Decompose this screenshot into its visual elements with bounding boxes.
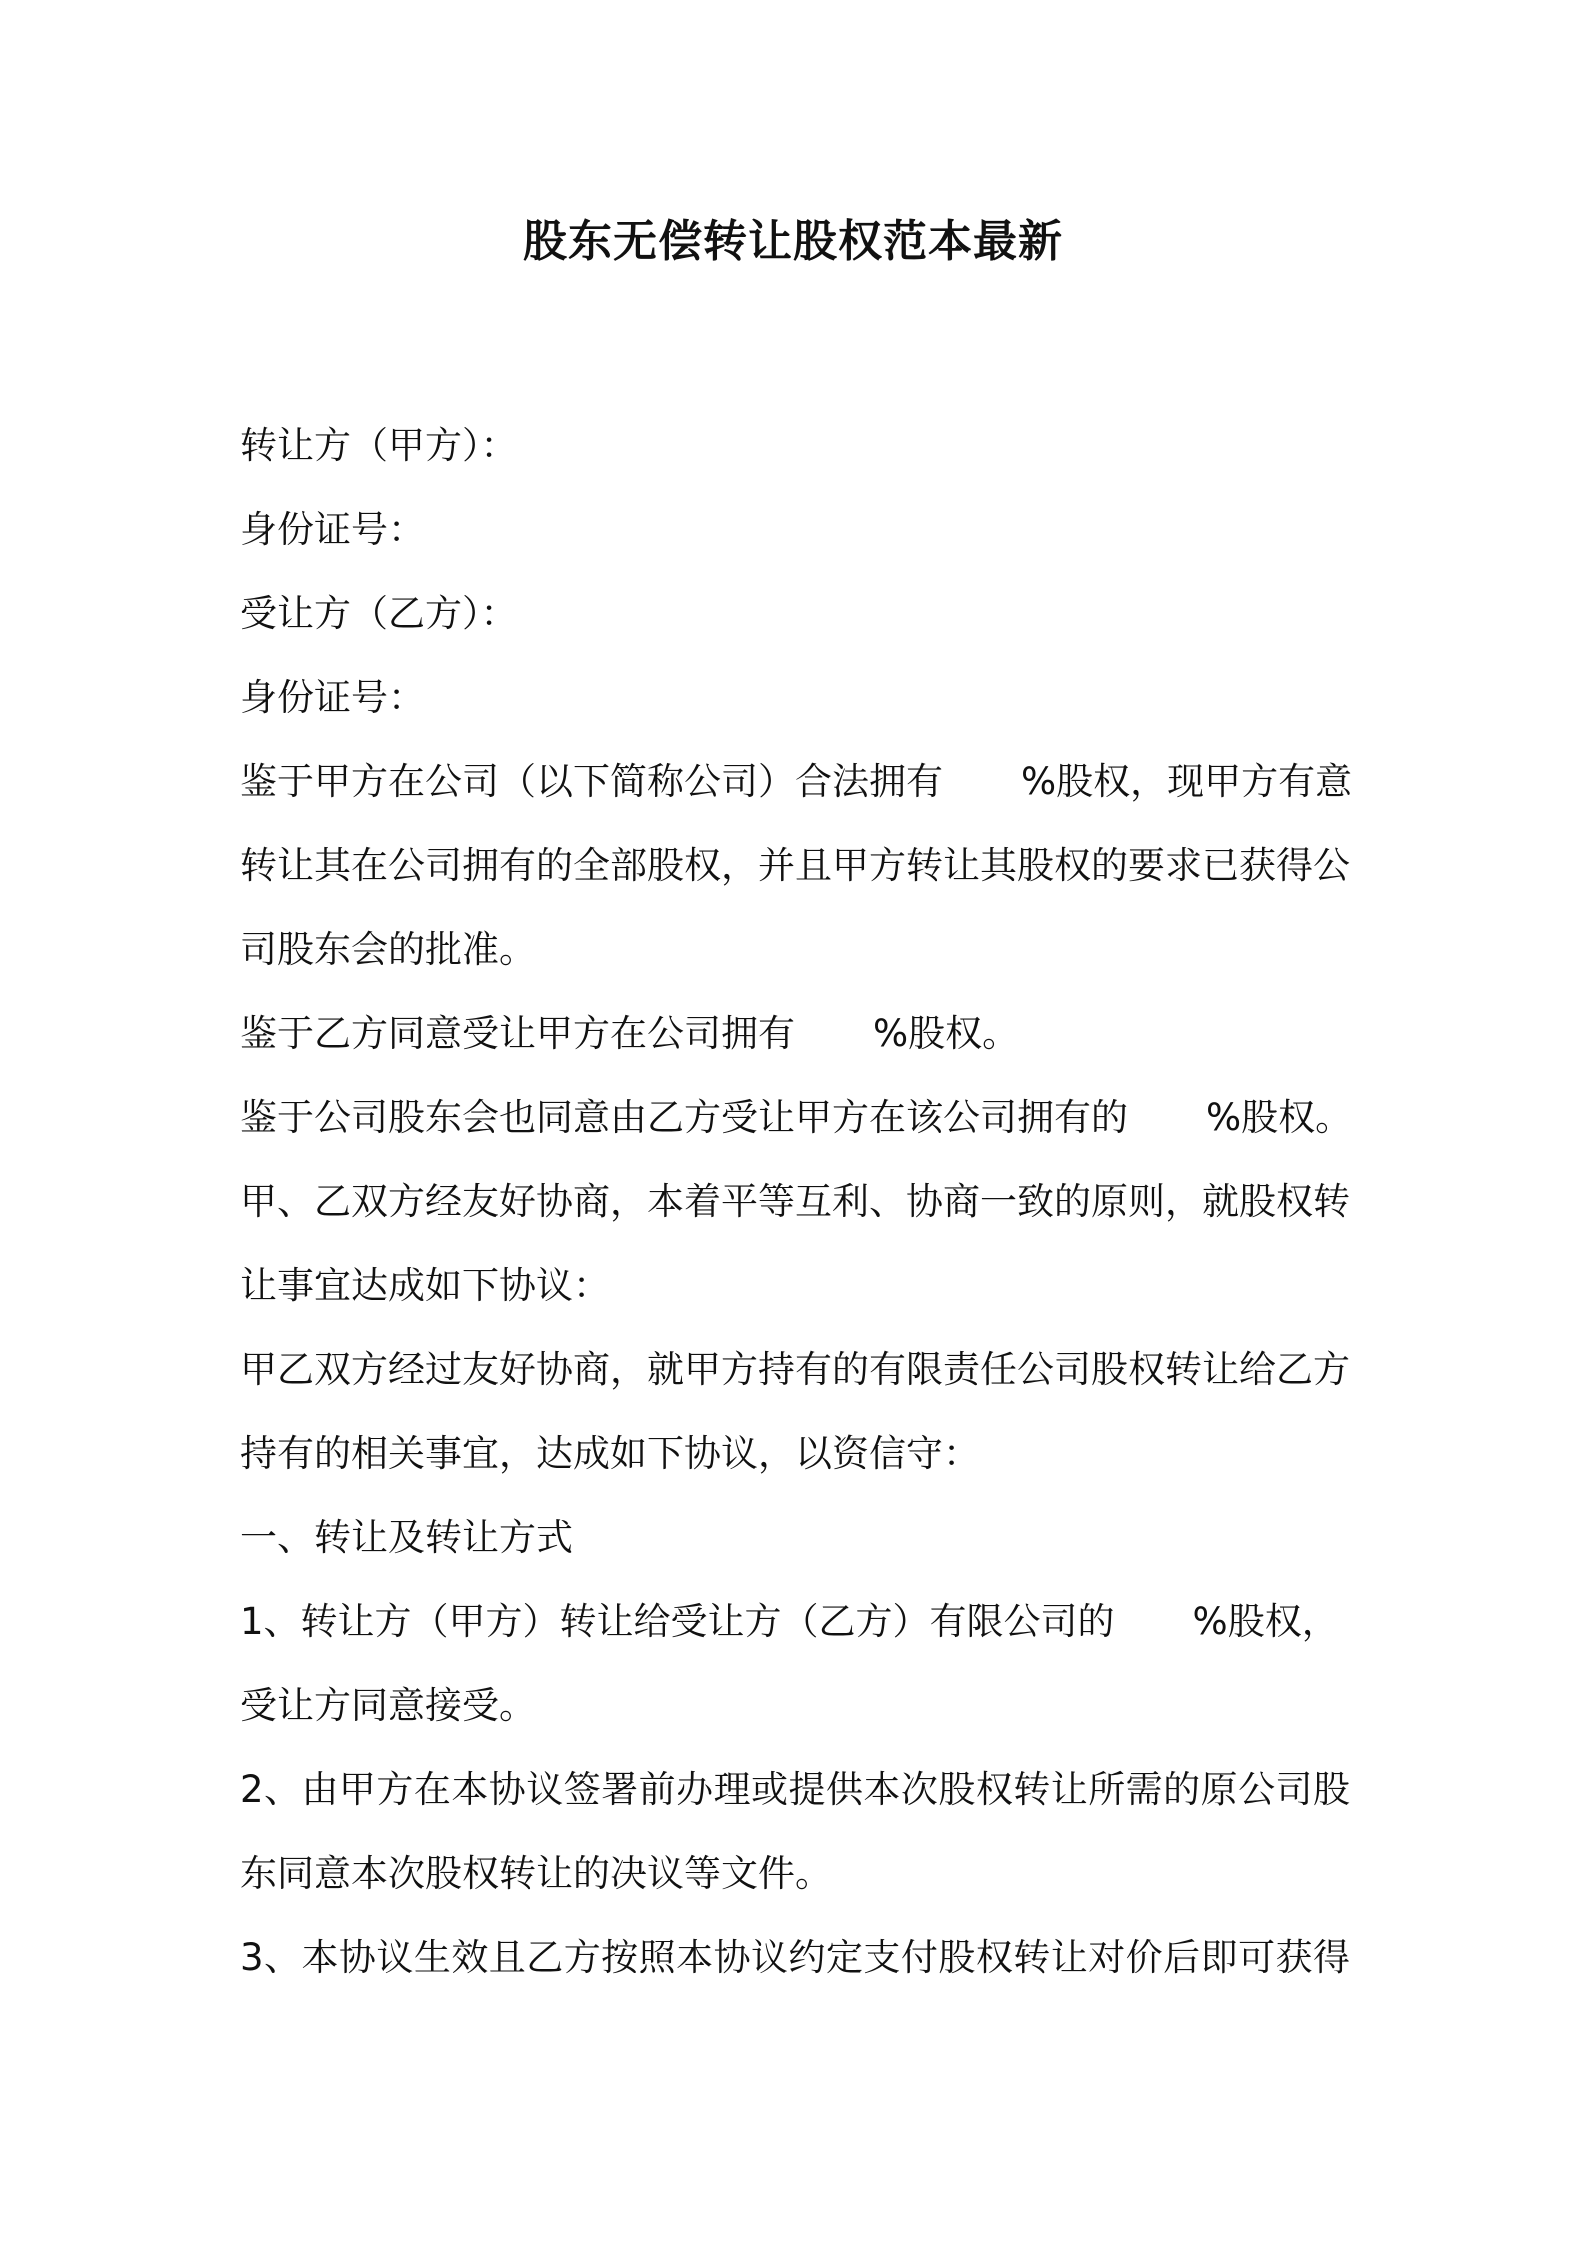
clause-1-line-1 — [240, 1580, 1350, 1664]
transferor-line — [240, 404, 1350, 488]
whereas-transferee-percent: %股权。 — [873, 1012, 1020, 1055]
transferor-label: 转让方（甲方）： — [240, 424, 518, 467]
clause-3-line-1: 3、本协议生效且乙方按照本协议约定支付股权转让对价后即可获得 — [240, 1936, 1350, 1979]
whereas-shareholders-text: 鉴于公司股东会也同意由乙方受让甲方在该公司拥有的 — [240, 1096, 1128, 1139]
document-title: 股东无偿转让股权范本最新 — [523, 216, 1063, 267]
whereas-shareholders-line — [240, 1076, 1353, 1160]
transferee-id-line — [240, 656, 1350, 740]
whereas-line-1-part-2: %股权，现甲方有意 — [1021, 760, 1353, 803]
transferee-id-label: 身份证号： — [240, 676, 425, 719]
agreement-intro-line-2: 持有的相关事宜，达成如下协议，以资信守： — [240, 1432, 980, 1475]
transferor-id-line — [240, 488, 1350, 572]
clause-2-line-1: 2、由甲方在本协议签署前办理或提供本次股权转让所需的原公司股 — [240, 1768, 1350, 1811]
agreement-intro-line-1: 甲乙双方经过友好协商，就甲方持有的有限责任公司股权转让给乙方 — [240, 1348, 1350, 1391]
negotiation-line-2: 让事宜达成如下协议： — [240, 1264, 610, 1307]
whereas-transferee-text: 鉴于乙方同意受让甲方在公司拥有 — [240, 1012, 795, 1055]
transferor-id-label: 身份证号： — [240, 508, 425, 551]
whereas-transferee-line — [240, 992, 1350, 1076]
negotiation-line-1: 甲、乙双方经友好协商，本着平等互利、协商一致的原则，就股权转 — [240, 1180, 1350, 1223]
whereas-line-3: 司股东会的批准。 — [240, 928, 536, 971]
transferee-line — [240, 572, 1350, 656]
whereas-shareholders-percent: %股权。 — [1206, 1096, 1353, 1139]
document-body — [240, 404, 1353, 2000]
whereas-line-1-part-1: 鉴于甲方在公司（以下简称公司）合法拥有 — [240, 760, 943, 803]
transferee-label: 受让方（乙方）： — [240, 592, 518, 635]
whereas-line-1 — [240, 740, 1353, 824]
section-heading: 一、转让及转让方式 — [240, 1516, 573, 1559]
clause-1-line-2: 受让方同意接受。 — [240, 1684, 536, 1727]
whereas-line-2: 转让其在公司拥有的全部股权，并且甲方转让其股权的要求已获得公 — [240, 844, 1350, 887]
clause-2-line-2: 东同意本次股权转让的决议等文件。 — [240, 1852, 832, 1895]
clause-1-percent: %股权， — [1192, 1600, 1339, 1643]
clause-1-text: 1、转让方（甲方）转让给受让方（乙方）有限公司的 — [240, 1600, 1115, 1643]
